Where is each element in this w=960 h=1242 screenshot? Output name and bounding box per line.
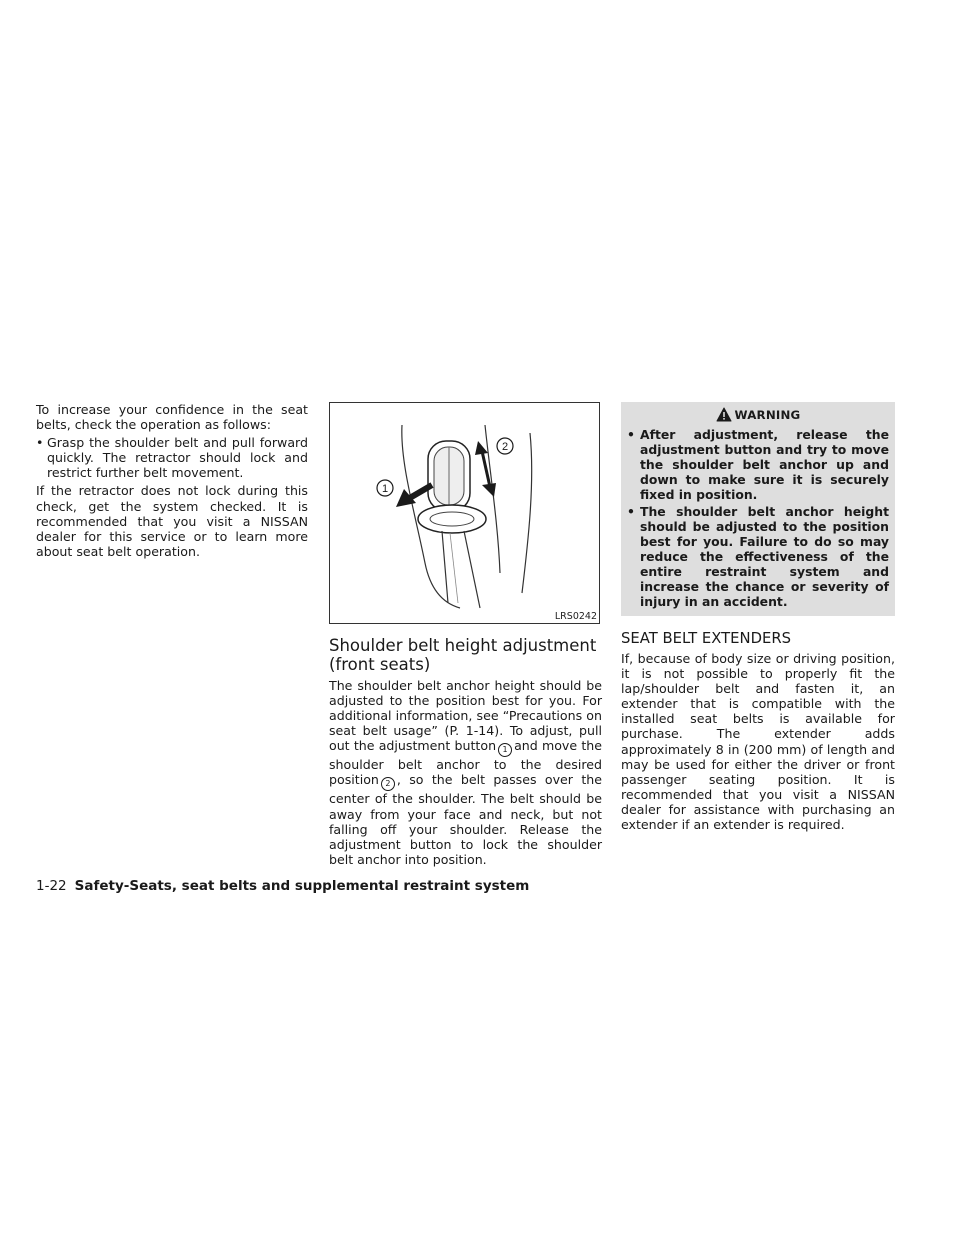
figure-label-1: 1 [381, 483, 389, 495]
warning-item [621, 427, 895, 504]
figure-label-2: 2 [501, 441, 509, 453]
shoulder-belt-illustration [330, 403, 601, 625]
callout-2: 2 [381, 777, 395, 791]
warning-item [621, 504, 895, 611]
shoulder-text-b: and move the shoulder belt anchor to the desired position [329, 738, 602, 788]
warning-triangle-icon [716, 407, 732, 422]
section-heading-extenders: SEAT BELT EXTENDERS [621, 630, 792, 647]
bullet-dot: • [627, 504, 635, 519]
list-item [36, 435, 308, 480]
shoulder-text-c: , so the belt passes over the center of the shoulder. The belt should be away from your face and neck, but not falling off your shoulder. Release the adjustment button to lock the shoulder belt anchor into position. [329, 772, 602, 867]
shoulder-belt-paragraph [329, 678, 602, 867]
right-column [621, 402, 895, 832]
shoulder-text-a: The shoulder belt anchor height should be adjusted to the position best for you. For additional information, see “Precautions on seat belt usage” (P. 1-14). To adjust, pull out the adjustment button [329, 678, 602, 754]
warning-box [621, 402, 895, 616]
extenders-paragraph: If, because of body size or driving position, it is not possible to properly fit the lap/shoulder belt and fasten it, an extender that is compatible with the installed seat belts is available for purchase. The extender adds approximately 8 in (200 mm) of length and may be used for either the driver or front passenger seating position. It is recommended that you visit a NISSAN dealer for assistance with purchasing an extender if an extender is required. [621, 651, 895, 833]
figure-code: LRS0242 [554, 611, 597, 622]
page-number: 1-22 [36, 878, 67, 894]
callout-1: 1 [498, 743, 512, 757]
bullet-dot: • [627, 427, 635, 442]
left-column [36, 402, 308, 559]
shoulder-belt-figure [329, 402, 600, 624]
chapter-title: Safety-Seats, seat belts and supplemental restraint system [74, 878, 530, 894]
section-heading-shoulder-belt: Shoulder belt height adjustment (front seats) [329, 636, 597, 674]
warning-text: After adjustment, release the adjustment button and try to move the shoulder belt anchor up and down to make sure it is securely fixed in position. [640, 427, 889, 502]
page-footer [36, 878, 529, 894]
warning-header [621, 402, 895, 427]
middle-column [329, 402, 602, 867]
warning-text: The shoulder belt anchor height should be adjusted to the position best for you. Failure to do so may reduce the effectiveness of the entire restraint system and increase the chance or severity of injury in an accident. [640, 504, 889, 609]
warning-title: WARNING [734, 407, 801, 422]
bullet-text: Grasp the shoulder belt and pull forward quickly. The retractor should lock and restrict further belt movement. [47, 435, 308, 481]
retractor-paragraph: If the retractor does not lock during this check, get the system checked. It is recommended that you visit a NISSAN dealer for this service or to learn more about seat belt operation. [36, 483, 308, 559]
intro-paragraph: To increase your confidence in the seat belts, check the operation as follows: [36, 402, 308, 433]
bullet-dot: • [36, 435, 44, 451]
